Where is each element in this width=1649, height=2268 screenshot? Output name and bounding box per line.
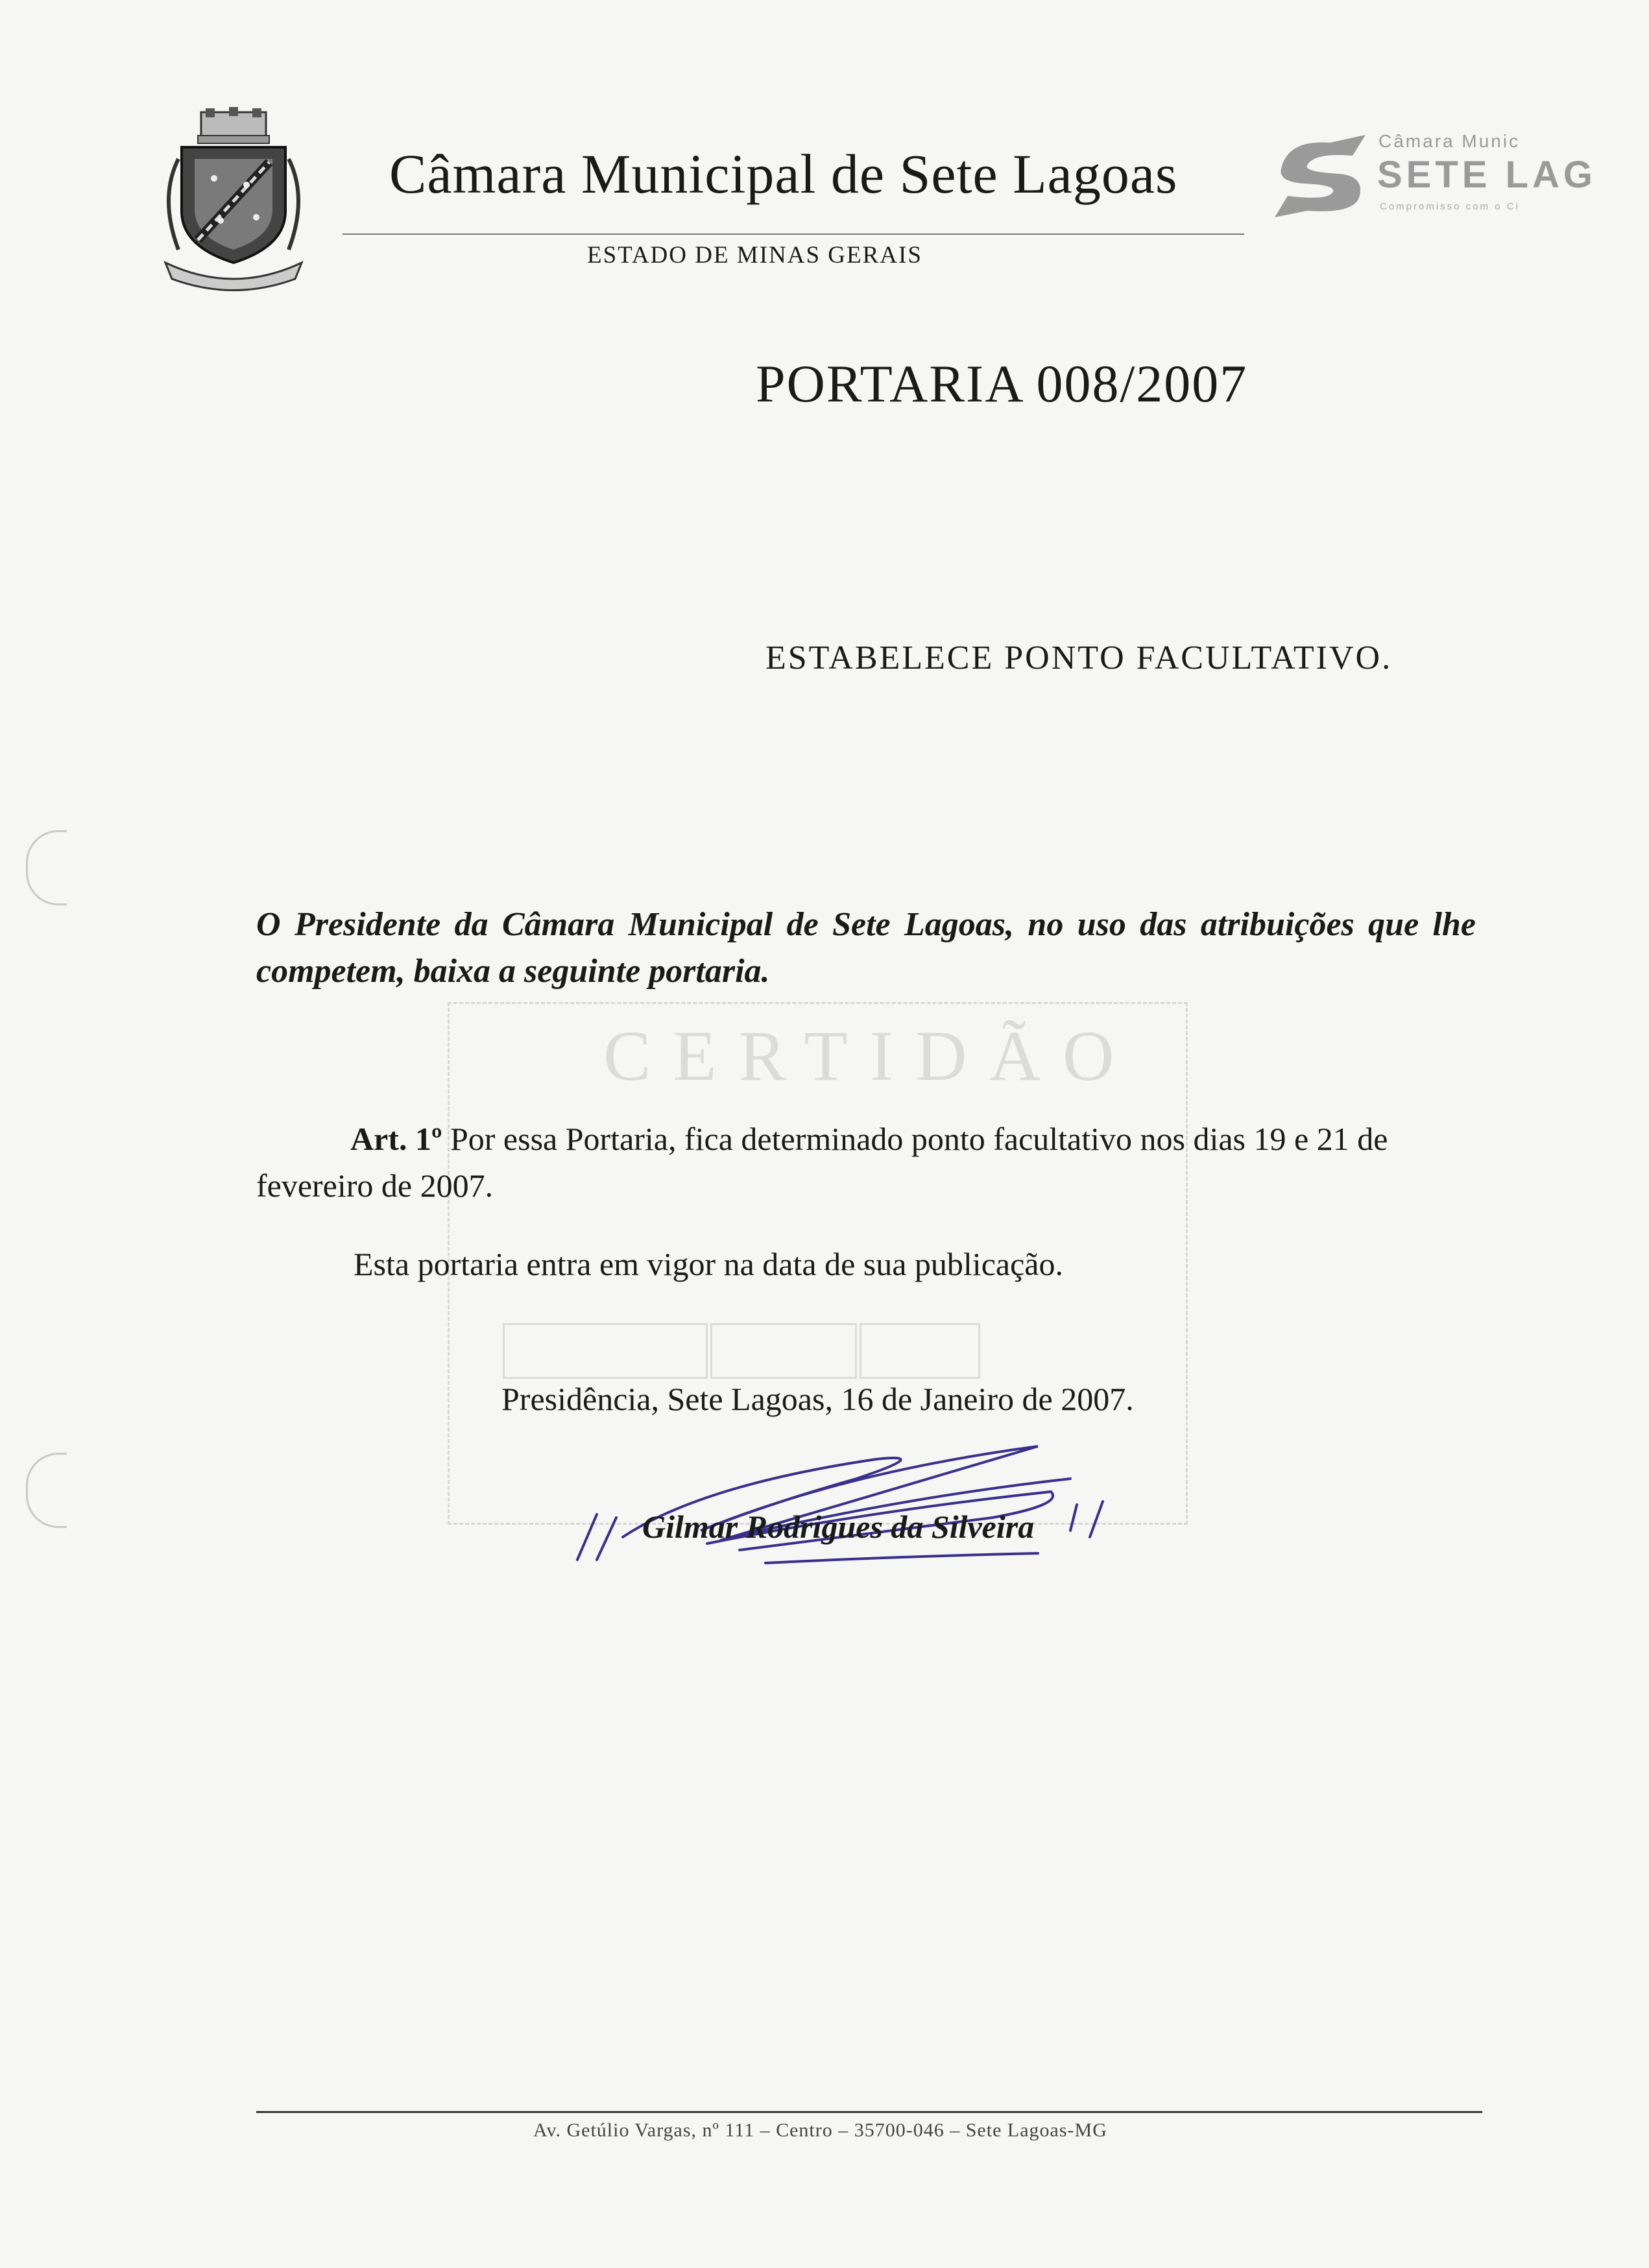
brand-s-icon [1268,123,1372,224]
stamp-field-box [503,1323,708,1379]
stamp-field-box [710,1323,857,1379]
brand-main-text: SETE LAG [1377,154,1597,196]
article-text: Por essa Portaria, fica determinado ponto facultativo nos dias 19 e 21 de fevereiro de 2007. [256,1121,1388,1204]
stamp-field-box [860,1323,980,1379]
footer-address: Av. Getúlio Vargas, nº 111 – Centro – 35700-046 – Sete Lagoas-MG [533,2119,1107,2141]
footer-divider [256,2111,1482,2113]
document-title: PORTARIA 008/2007 [756,354,1248,413]
organization-name: Câmara Municipal de Sete Lagoas [389,143,1178,205]
document-ementa: ESTABELECE PONTO FACULTATIVO. [765,639,1393,676]
punch-hole-mark [26,1453,67,1528]
header-divider [343,233,1244,235]
article-1 [256,1116,1482,1209]
punch-hole-mark [26,830,67,905]
article-number: Art. 1º [350,1121,442,1157]
stamp-word: CERTIDÃO [603,1016,1137,1095]
brand-tagline: Compromisso com o Ci [1380,201,1520,212]
municipal-crest-icon [152,107,315,295]
preamble-paragraph: O Presidente da Câmara Municipal de Sete Lagoas, no uso das atribuições que lhe competem, baixa a seguinte portaria. [256,906,1476,990]
state-name: ESTADO DE MINAS GERAIS [587,242,922,269]
signer-name: Gilmar Rodrigues da Silveira [642,1509,1035,1545]
brand-top-text: Câmara Munic [1378,131,1521,151]
vigor-clause: Esta portaria entra em vigor na data de sua publicação. [354,1246,1063,1282]
camara-brand-logo [1268,123,1606,224]
place-and-date: Presidência, Sete Lagoas, 16 de Janeiro de 2007. [501,1381,1134,1417]
